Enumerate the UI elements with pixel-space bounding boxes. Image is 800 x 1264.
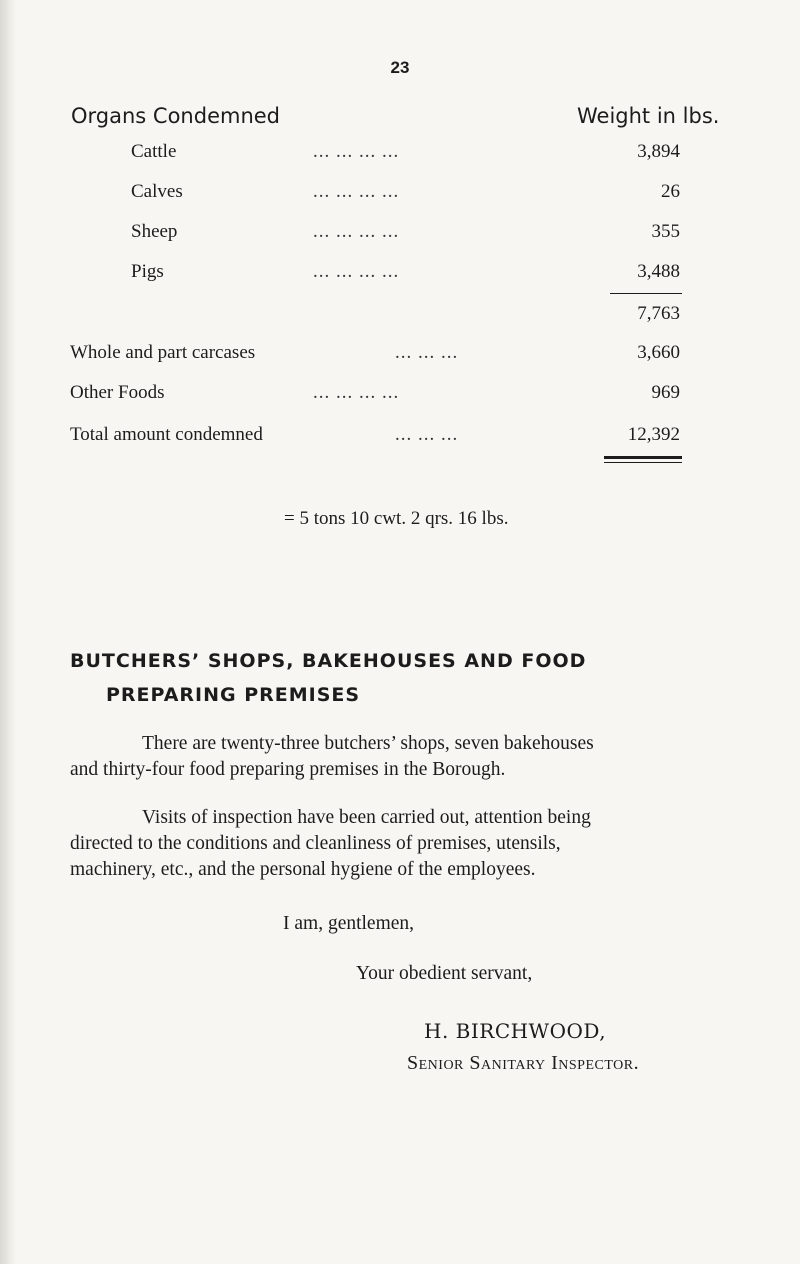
weight-equivalent: = 5 tons 10 cwt. 2 qrs. 16 lbs.: [284, 508, 509, 529]
leader-dots: ... ... ... ...: [313, 382, 400, 403]
total-double-rule-top: [604, 456, 682, 459]
closing-salutation: I am, gentlemen,: [283, 913, 415, 934]
table-header-weight: Weight in lbs.: [577, 104, 720, 128]
row-label-cattle: Cattle: [131, 141, 177, 162]
paragraph-line: machinery, etc., and the personal hygiene of the employees.: [70, 859, 536, 880]
row-value-sheep: 355: [651, 221, 680, 242]
leader-dots: ... ... ... ...: [313, 181, 400, 202]
row-value-pigs: 3,488: [637, 261, 680, 282]
row-label-pigs: Pigs: [131, 261, 164, 282]
leader-dots: ... ... ... ...: [313, 221, 400, 242]
row-label-calves: Calves: [131, 181, 183, 202]
row-label-total: Total amount condemned: [70, 424, 263, 445]
paragraph-line: directed to the conditions and cleanliness of premises, utensils,: [70, 833, 561, 854]
scan-edge-shadow: [0, 0, 16, 1264]
subtotal-rule: [610, 293, 682, 294]
row-value-calves: 26: [661, 181, 680, 202]
row-value-carcases: 3,660: [637, 342, 680, 363]
page-number: 23: [390, 58, 410, 77]
row-value-cattle: 3,894: [637, 141, 680, 162]
leader-dots: ... ... ... ...: [313, 261, 400, 282]
signature-title: Senior Sanitary Inspector.: [407, 1052, 640, 1074]
section-heading-line1: BUTCHERS’ SHOPS, BAKEHOUSES AND FOOD: [70, 650, 587, 672]
row-value-other-foods: 969: [651, 382, 680, 403]
leader-dots: ... ... ...: [395, 342, 459, 363]
closing-valediction: Your obedient servant,: [356, 963, 533, 984]
subtotal-value: 7,763: [637, 303, 680, 324]
row-value-total: 12,392: [627, 424, 680, 445]
leader-dots: ... ... ... ...: [313, 141, 400, 162]
paragraph-line: and thirty-four food preparing premises in the Borough.: [70, 759, 506, 780]
paragraph-inspection: [70, 805, 735, 883]
total-double-rule-bottom: [604, 462, 682, 463]
section-heading-line2: PREPARING PREMISES: [106, 684, 361, 706]
row-label-other-foods: Other Foods: [70, 382, 165, 403]
paragraph-line: There are twenty-three butchers’ shops, seven bakehouses: [142, 733, 594, 754]
leader-dots: ... ... ...: [395, 424, 459, 445]
row-label-sheep: Sheep: [131, 221, 178, 242]
signature-name: H. BIRCHWOOD,: [424, 1019, 607, 1043]
row-label-carcases: Whole and part carcases: [70, 342, 256, 363]
table-header-organs: Organs Condemned: [71, 104, 281, 128]
paragraph-line: Visits of inspection have been carried out, attention being: [142, 807, 591, 828]
paragraph-premises: [70, 731, 735, 783]
